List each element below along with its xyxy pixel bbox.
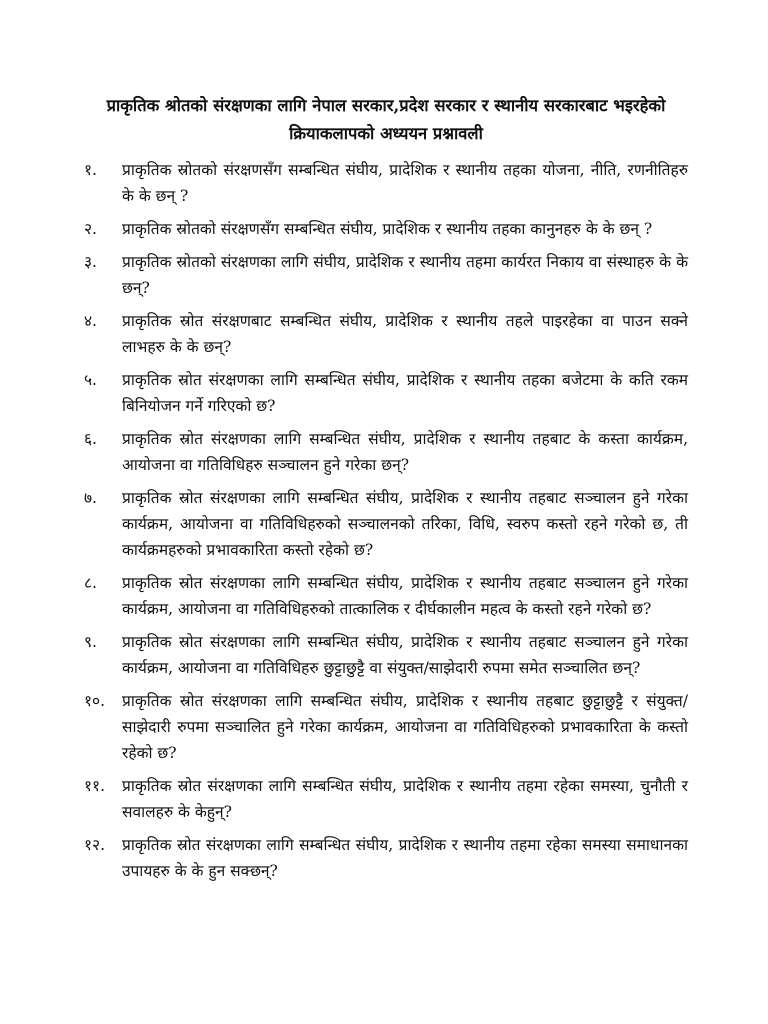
- question-number: १.: [84, 161, 97, 179]
- question-text: प्राकृतिक स्रोतको संरक्षणका लागि संघीय, प्रादेशिक र स्थानीय तहमा कार्यरत निकाय वा संस्थाहरु के के छन्?: [122, 253, 688, 297]
- question-item: [84, 249, 688, 301]
- question-item: [84, 629, 688, 681]
- question-number: ४.: [84, 312, 97, 330]
- question-text: प्राकृतिक स्रोत संरक्षणका लागि सम्बन्धित संघीय, प्रादेशिक र स्थानीय तहका बजेटमा के कति रकम बिनियोजन गर्ने गरिएको छ?: [122, 371, 688, 415]
- question-number: २.: [84, 220, 97, 238]
- question-item: [84, 216, 688, 242]
- question-list: [84, 157, 688, 884]
- question-item: [84, 157, 688, 209]
- question-text: प्राकृतिक स्रोत संरक्षणका लागि सम्बन्धित संघीय, प्रादेशिक र स्थानीय तहबाट सञ्चालन हुने गरेका कार्यक्रम, आयोजना वा गतिविधिहरुको सञ्चालनको तरिका, विधि, स्वरुप कस्तो रहने गरेको छ, ती कार्यक्रमहरुको प्रभावकारिता कस्तो रहेको छ?: [122, 489, 688, 559]
- question-number: १०.: [84, 692, 106, 710]
- question-text: प्राकृतिक स्रोत संरक्षणबाट सम्बन्धित संघीय, प्रादेशिक र स्थानीय तहले पाइरहेका वा पाउन सक्ने लाभहरु के के छन्?: [122, 312, 688, 356]
- title-line-2: क्रियाकलापको अध्ययन प्रश्नावली: [289, 124, 483, 143]
- question-number: १२.: [84, 836, 106, 854]
- question-text: प्राकृतिक स्रोतको संरक्षणसँग सम्बन्धित संघीय, प्रादेशिक र स्थानीय तहका कानुनहरु के के छन् ?: [122, 220, 653, 238]
- document-title: [84, 92, 688, 148]
- question-number: ११.: [84, 777, 106, 795]
- question-text: प्राकृतिक स्रोतको संरक्षणसँग सम्बन्धित संघीय, प्रादेशिक र स्थानीय तहका योजना, नीति, रणनीतिहरु के के छन् ?: [122, 161, 688, 205]
- question-text: प्राकृतिक स्रोत संरक्षणका लागि सम्बन्धित संघीय, प्रादेशिक र स्थानीय तहबाट के कस्ता कार्यक्रम, आयोजना वा गतिविधिहरु सञ्चालन हुने गरेका छन्?: [122, 430, 688, 474]
- question-number: ९.: [84, 633, 97, 651]
- question-number: ८.: [84, 574, 97, 592]
- question-text: प्राकृतिक स्रोत संरक्षणका लागि सम्बन्धित संघीय, प्रादेशिक र स्थानीय तहबाट सञ्चालन हुने गरेका कार्यक्रम, आयोजना वा गतिविधिहरु छुट्टाछुट्टै वा संयुक्त/साझेदारी रुपमा समेत सञ्चालित छन्?: [122, 633, 688, 677]
- title-line-1: प्राकृतिक श्रोतको संरक्षणका लागि नेपाल सरकार,प्रदेश सरकार र स्थानीय सरकारबाट भइरहेको: [106, 96, 666, 115]
- question-number: ७.: [84, 489, 97, 507]
- question-item: [84, 485, 688, 563]
- question-number: ५.: [84, 371, 97, 389]
- question-item: [84, 367, 688, 419]
- question-number: ३.: [84, 253, 97, 271]
- question-item: [84, 308, 688, 360]
- question-item: [84, 773, 688, 825]
- question-item: [84, 570, 688, 622]
- question-text: प्राकृतिक स्रोत संरक्षणका लागि सम्बन्धित संघीय, प्रादेशिक र स्थानीय तहबाट सञ्चालन हुने गरेका कार्यक्रम, आयोजना वा गतिविधिहरुको तात्कालिक र दीर्घकालीन महत्व के कस्तो रहने गरेको छ?: [122, 574, 688, 618]
- question-text: प्राकृतिक स्रोत संरक्षणका लागि सम्बन्धित संघीय, प्रादेशिक र स्थानीय तहमा रहेका समस्या, चुनौती र सवालहरु के केहुन्?: [122, 777, 688, 821]
- question-number: ६.: [84, 430, 97, 448]
- question-text: प्राकृतिक स्रोत संरक्षणका लागि सम्बन्धित संघीय, प्रादेशिक र स्थानीय तहबाट छुट्टाछुट्टै र संयुक्त/साझेदारी रुपमा सञ्चालित हुने गरेका कार्यक्रम, आयोजना वा गतिविधिहरुको प्रभावकारिता के कस्तो रहेको छ?: [122, 692, 688, 762]
- question-text: प्राकृतिक स्रोत संरक्षणका लागि सम्बन्धित संघीय, प्रादेशिक र स्थानीय तहमा रहेका समस्या समाधानका उपायहरु के के हुन सक्छन्?: [122, 836, 688, 880]
- question-item: [84, 426, 688, 478]
- question-item: [84, 688, 688, 766]
- question-item: [84, 832, 688, 884]
